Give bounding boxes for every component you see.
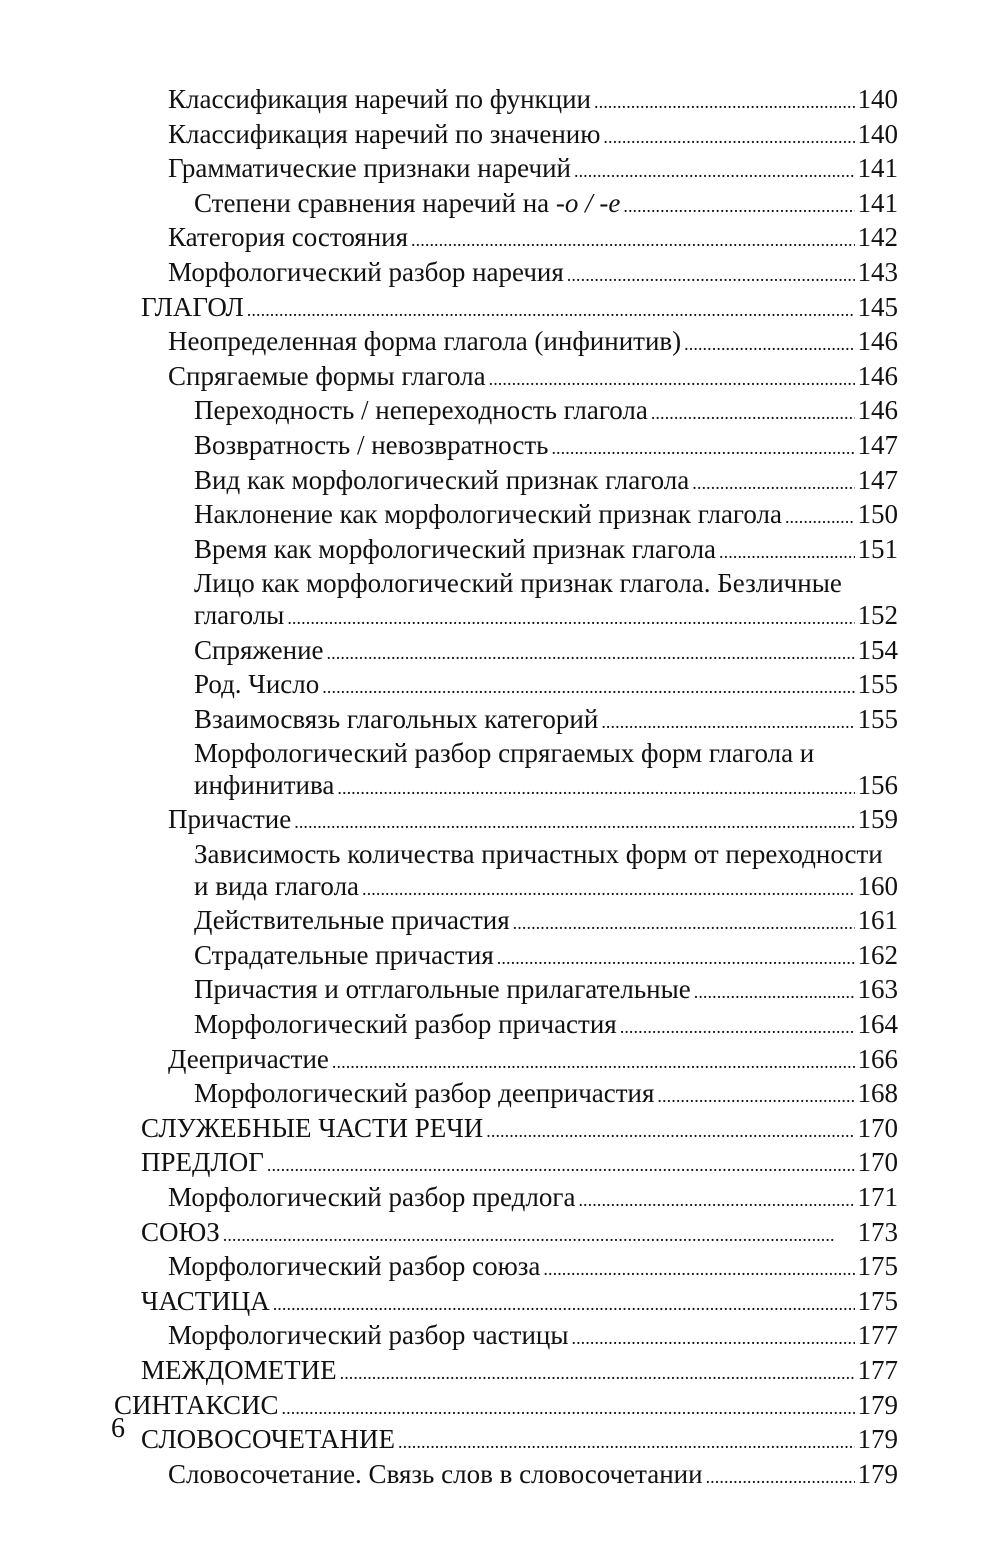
toc-entry-title: Время как морфологический признак глагола [194, 533, 717, 564]
toc-entry-page: 179 [857, 1389, 898, 1420]
dot-leader [719, 534, 854, 569]
toc-entry-title: Грамматические признаки наречий [168, 153, 571, 184]
toc-entry-title: ЧАСТИЦА [141, 1285, 270, 1316]
toc-entry[interactable] [168, 1459, 898, 1494]
toc-entry-page: 171 [857, 1182, 898, 1212]
dot-leader [362, 871, 854, 906]
dot-leader [694, 974, 855, 1009]
toc-entry-title: Классификация наречий по функции [168, 84, 591, 114]
toc-entry[interactable] [168, 1182, 898, 1217]
toc-entry-title: Переходность / непереходность глагола [194, 395, 648, 426]
toc-entry-title-line1: Морфологический разбор спрягаемых форм глагола и [194, 738, 815, 769]
toc-entry-page: 143 [857, 256, 898, 287]
toc-entry-title: Словосочетание. Связь слов в словосочетании [168, 1458, 703, 1489]
toc-entry-title [194, 188, 620, 220]
toc-entry-page: 175 [857, 1285, 898, 1316]
toc-entry-title: СОЮЗ [141, 1216, 220, 1247]
dot-leader [603, 119, 854, 154]
toc-entry[interactable] [141, 292, 898, 327]
toc-entry-page: 150 [857, 499, 898, 530]
toc-entry-page: 141 [857, 187, 898, 218]
dot-leader [543, 1251, 854, 1286]
toc-entry[interactable] [168, 804, 898, 839]
toc-entry[interactable] [194, 568, 898, 634]
toc-entry-page: 154 [857, 634, 898, 665]
dot-leader [267, 1147, 855, 1182]
toc-entry-page: 170 [857, 1147, 898, 1178]
toc-entry-title: Морфологический разбор деепричастия [194, 1078, 655, 1109]
toc-entry-page: 161 [857, 905, 898, 936]
toc-entry-title: Классификация наречий по значению [168, 118, 601, 149]
dot-leader [337, 770, 854, 805]
dot-leader [785, 499, 855, 534]
dot-leader [223, 1217, 855, 1252]
toc-entry[interactable] [194, 188, 898, 223]
toc-entry-page: 140 [857, 84, 898, 114]
toc-entry-page: 152 [857, 599, 898, 630]
toc-entry-page: 179 [857, 1424, 898, 1455]
toc-entry[interactable] [168, 1320, 898, 1355]
dot-leader [684, 326, 854, 361]
toc-entry-page: 147 [857, 429, 898, 460]
toc-entry-title: Страдательные причастия [194, 939, 494, 970]
dot-leader [287, 600, 854, 635]
dot-leader [411, 222, 854, 257]
toc-entry[interactable] [168, 361, 898, 396]
toc-entry-title: ГЛАГОЛ [141, 291, 244, 322]
toc-entry-title: Спряжение [194, 634, 324, 665]
dot-leader [340, 1355, 855, 1390]
toc-entry-title: инфинитива [194, 769, 335, 800]
toc-entry-title: Морфологический разбор частицы [168, 1320, 569, 1351]
toc-entry-page: 155 [857, 703, 898, 734]
toc-entry-title: Наклонение как морфологический признак глагола [194, 499, 782, 530]
toc-entry[interactable] [194, 1078, 898, 1113]
toc-entry-title-line1: Зависимость количества причастных форм от переходности [194, 839, 883, 870]
toc-entry-title-italic: -о / -е [555, 187, 621, 218]
toc-entry-page: 162 [857, 939, 898, 970]
toc-entry-page: 177 [857, 1354, 898, 1385]
toc-entry-page: 141 [857, 153, 898, 184]
dot-leader [322, 669, 854, 704]
toc-entry-title: Род. Число [194, 669, 320, 700]
toc-entry[interactable] [194, 738, 898, 804]
dot-leader [706, 1459, 855, 1494]
toc-entry-title: Морфологический разбор причастия [194, 1009, 617, 1040]
table-of-contents [0, 84, 1000, 1493]
toc-entry-title: Причастия и отглагольные прилагательные [194, 974, 691, 1005]
toc-entry-title: ПРЕДЛОГ [141, 1147, 264, 1178]
toc-entry-page: 142 [857, 222, 898, 253]
dot-leader [594, 84, 855, 119]
toc-entry-page: 140 [857, 118, 898, 149]
toc-entry-page: 151 [857, 533, 898, 564]
dot-leader [497, 940, 855, 975]
toc-entry-title: СЛОВОСОЧЕТАНИЕ [141, 1424, 395, 1455]
toc-entry-title: МЕЖДОМЕТИЕ [141, 1354, 337, 1385]
dot-leader [692, 465, 854, 500]
toc-entry-title: Неопределенная форма глагола (инфинитив) [168, 326, 682, 357]
dot-leader [623, 188, 854, 223]
dot-leader [513, 905, 855, 940]
toc-entry[interactable] [168, 84, 898, 119]
toc-entry[interactable] [194, 669, 898, 704]
toc-entry-page: 177 [857, 1320, 898, 1351]
toc-entry[interactable] [168, 1251, 898, 1286]
toc-entry-title: Возвратность / невозвратность [194, 429, 549, 460]
toc-entry-title: СИНТАКСИС [114, 1389, 279, 1420]
toc-entry-title: Действительные причастия [194, 905, 510, 936]
toc-entry[interactable] [168, 1044, 898, 1079]
toc-entry[interactable] [194, 1009, 898, 1044]
toc-entry[interactable] [168, 222, 898, 257]
dot-leader [486, 1113, 854, 1148]
toc-entry[interactable] [194, 839, 898, 905]
toc-entry-page: 147 [857, 464, 898, 495]
toc-entry[interactable] [194, 430, 898, 465]
toc-entry-title: Причастие [168, 804, 292, 835]
dot-leader [567, 257, 855, 292]
toc-entry-title-text: Степени сравнения наречий на [194, 187, 556, 218]
toc-entry[interactable] [194, 395, 898, 430]
toc-entry[interactable] [194, 905, 898, 940]
dot-leader [574, 153, 855, 188]
toc-entry[interactable] [141, 1286, 898, 1321]
toc-entry-page: 159 [857, 804, 898, 835]
toc-entry[interactable] [114, 1390, 898, 1425]
toc-entry-title: Морфологический разбор наречия [168, 256, 564, 287]
toc-entry-title: Вид как морфологический признак глагола [194, 464, 690, 495]
toc-entry[interactable] [194, 534, 898, 569]
toc-entry[interactable] [168, 153, 898, 188]
dot-leader [273, 1286, 855, 1321]
dot-leader [247, 292, 855, 327]
toc-entry-page: 168 [857, 1078, 898, 1109]
dot-leader [489, 361, 855, 396]
toc-entry-page: 175 [857, 1251, 898, 1282]
dot-leader [657, 1078, 854, 1113]
toc-entry-page: 160 [857, 870, 898, 901]
toc-entry[interactable] [168, 119, 898, 154]
toc-entry[interactable] [141, 1424, 898, 1459]
toc-entry-title-line1: Лицо как морфологический признак глагола. Безличные [194, 568, 842, 599]
toc-entry-page: 146 [857, 360, 898, 391]
dot-leader [601, 704, 854, 739]
dot-leader [398, 1424, 855, 1459]
dot-leader [571, 1320, 854, 1355]
toc-entry-page: 164 [857, 1009, 898, 1040]
toc-entry[interactable] [194, 635, 898, 670]
toc-entry[interactable] [141, 1217, 898, 1252]
toc-entry[interactable] [194, 940, 898, 975]
toc-entry[interactable] [194, 974, 898, 1009]
toc-entry[interactable] [194, 704, 898, 739]
toc-entry[interactable] [168, 326, 898, 361]
toc-entry-page: 170 [857, 1112, 898, 1143]
toc-entry-page: 173 [857, 1216, 898, 1247]
dot-leader [294, 804, 854, 839]
toc-entry[interactable] [194, 499, 898, 534]
toc-entry-page: 146 [857, 326, 898, 357]
toc-entry[interactable] [141, 1355, 898, 1390]
toc-entry-title: Морфологический разбор предлога [168, 1182, 576, 1212]
toc-entry-title: Категория состояния [168, 222, 409, 253]
toc-entry-title: и вида глагола [194, 870, 360, 901]
toc-entry-title: Морфологический разбор союза [168, 1251, 541, 1282]
toc-entry-page: 155 [857, 669, 898, 700]
dot-leader [551, 430, 854, 465]
toc-entry[interactable] [141, 1113, 898, 1148]
dot-leader [651, 395, 855, 430]
toc-entry-page: 156 [857, 769, 898, 800]
toc-entry-title: Спрягаемые формы глагола [168, 360, 486, 391]
toc-entry[interactable] [141, 1147, 898, 1182]
toc-entry-page: 163 [857, 974, 898, 1005]
dot-leader [578, 1182, 854, 1217]
toc-entry-title: СЛУЖЕБНЫЕ ЧАСТИ РЕЧИ [141, 1112, 484, 1143]
toc-entry-title: Деепричастие [168, 1043, 329, 1074]
dot-leader [327, 635, 855, 670]
page-number: 6 [111, 1413, 125, 1444]
toc-entry[interactable] [194, 465, 898, 500]
toc-entry[interactable] [168, 257, 898, 292]
toc-entry-page: 179 [857, 1458, 898, 1489]
toc-entry-page: 146 [857, 395, 898, 426]
toc-entry-title: Взаимосвязь глагольных категорий [194, 703, 599, 734]
dot-leader [282, 1390, 855, 1425]
dot-leader [332, 1044, 855, 1079]
dot-leader [620, 1009, 855, 1044]
toc-entry-page: 145 [857, 291, 898, 322]
toc-entry-title: глаголы [194, 599, 285, 630]
toc-entry-page: 166 [857, 1043, 898, 1074]
